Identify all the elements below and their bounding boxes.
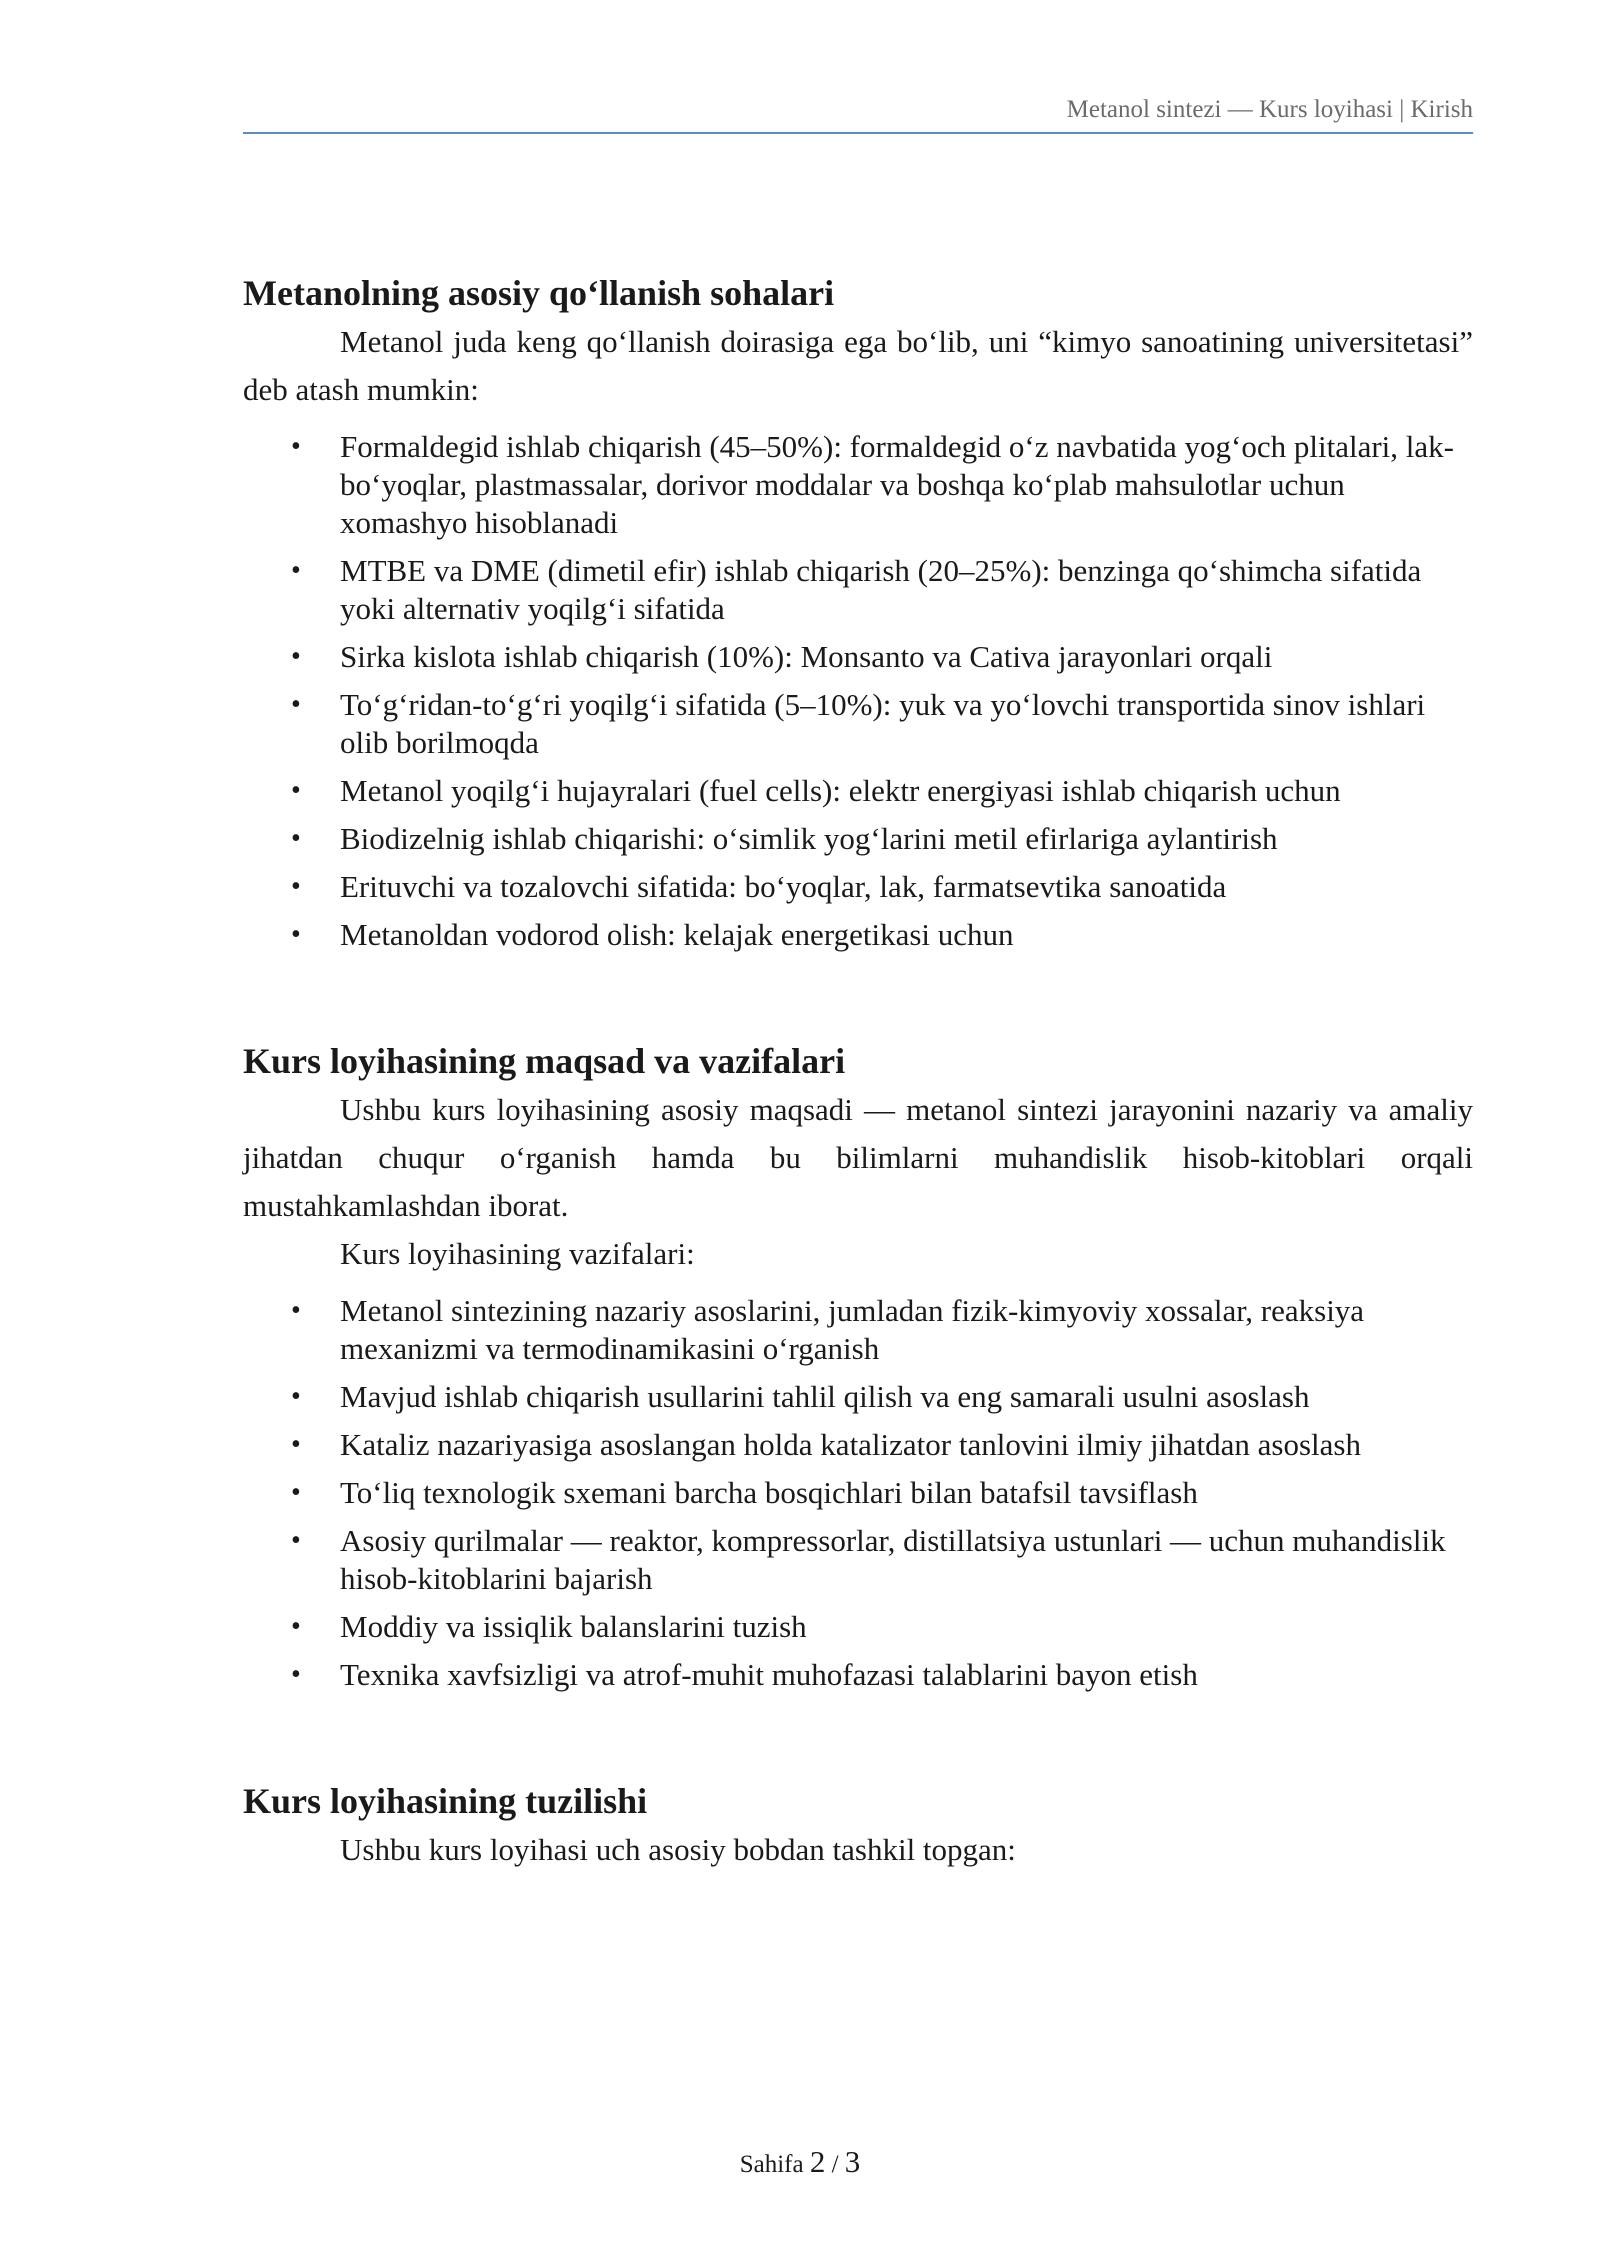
list-item-text: Mavjud ishlab chiqarish usullarini tahlil qilish va eng samarali usulni asoslash — [340, 1379, 1310, 1414]
page-number: 2 — [809, 2144, 826, 2179]
bullet-icon: • — [291, 689, 301, 720]
bullet-icon: • — [291, 1429, 301, 1460]
list-item-text: Moddiy va issiqlik balanslarini tuzish — [340, 1609, 807, 1644]
list-item-text: Metanol sintezining nazariy asoslarini, jumladan fizik-kimyoviy xossalar, reaksiya mexanizmi va termodinamikasini o‘rganish — [340, 1293, 1365, 1366]
list-item — [243, 868, 1473, 906]
bullet-icon: • — [291, 555, 301, 586]
list-item — [243, 1608, 1473, 1646]
bullet-icon: • — [291, 823, 301, 854]
list-item-text: Metanoldan vodorod olish: kelajak energetikasi uchun — [340, 917, 1014, 952]
list-item — [243, 820, 1473, 858]
list-item — [243, 1426, 1473, 1464]
page-separator: / — [831, 2151, 839, 2178]
bullet-icon: • — [291, 641, 301, 672]
section-structure — [243, 1776, 1473, 1874]
bullet-icon: • — [291, 431, 301, 462]
section-paragraph: Ushbu kurs loyihasining asosiy maqsadi — metanol sintezi jarayonini nazariy va amaliy jihatdan chuqur o‘rganish hamda bu bilimlarni muhandislik hisob-kitoblari orqali mustahkamlashdan iborat. — [243, 1092, 1473, 1223]
list-item — [243, 1292, 1473, 1368]
page-header — [243, 92, 1473, 134]
list-item — [243, 1378, 1473, 1416]
list-item-text: Metanol yoqilg‘i hujayralari (fuel cells): elektr energiyasi ishlab chiqarish uchun — [340, 773, 1341, 808]
document-body — [243, 268, 1473, 1874]
bullet-icon: • — [291, 919, 301, 950]
bullet-icon: • — [291, 1525, 301, 1556]
header-text: Metanol sintezi — Kurs loyihasi | Kirish — [1066, 96, 1473, 123]
list-item — [243, 686, 1473, 762]
list-item — [243, 916, 1473, 954]
section-title: Kurs loyihasining tuzilishi — [243, 1781, 648, 1821]
bullet-icon: • — [291, 1659, 301, 1690]
list-item-text: Kataliz nazariyasiga asoslangan holda katalizator tanlovini ilmiy jihatdan asoslash — [340, 1427, 1361, 1462]
list-item-text: Sirka kislota ishlab chiqarish (10%): Monsanto va Cativa jarayonlari orqali — [340, 639, 1273, 674]
list-item — [243, 1656, 1473, 1694]
bullet-list — [243, 428, 1473, 954]
section-paragraph: Metanol juda keng qo‘llanish doirasiga ega bo‘lib, uni “kimyo sanoatining universitetasi” deb atash mumkin: — [243, 324, 1473, 407]
bullet-icon: • — [291, 1381, 301, 1412]
section-paragraph: Ushbu kurs loyihasi uch asosiy bobdan tashkil topgan: — [340, 1832, 1016, 1867]
tasks-intro: Kurs loyihasining vazifalari: — [340, 1236, 695, 1271]
section-title: Kurs loyihasining maqsad va vazifalari — [243, 1041, 846, 1081]
section-applications — [243, 268, 1473, 954]
list-item-text: Formaldegid ishlab chiqarish (45–50%): formaldegid o‘z navbatida yog‘och plitalari, lak-bo‘yoqlar, plastmassalar, dorivor moddalar va boshqa ko‘plab mahsulotlar uchun xomashyo hisoblanadi — [340, 429, 1454, 540]
list-item-text: Biodizelnig ishlab chiqarishi: o‘simlik yog‘larini metil efirlariga aylantirish — [340, 821, 1278, 856]
bullet-icon: • — [291, 1477, 301, 1508]
list-item — [243, 428, 1473, 542]
bullet-icon: • — [291, 775, 301, 806]
page-footer — [0, 2144, 1600, 2180]
list-item-text: To‘g‘ridan-to‘g‘ri yoqilg‘i sifatida (5–10%): yuk va yo‘lovchi transportida sinov ishlari olib borilmoqda — [340, 687, 1426, 760]
list-item — [243, 1522, 1473, 1598]
bullet-icon: • — [291, 871, 301, 902]
list-item-text: To‘liq texnologik sxemani barcha bosqichlari bilan batafsil tavsiflash — [340, 1475, 1198, 1510]
list-item-text: Asosiy qurilmalar — reaktor, kompressorlar, distillatsiya ustunlari — uchun muhandislik hisob-kitoblarini bajarish — [340, 1523, 1446, 1596]
list-item — [243, 1474, 1473, 1512]
list-item — [243, 552, 1473, 628]
list-item-text: Texnika xavfsizligi va atrof-muhit muhofazasi talablarini bayon etish — [340, 1657, 1198, 1692]
bullet-icon: • — [291, 1295, 301, 1326]
list-item-text: MTBE va DME (dimetil efir) ishlab chiqarish (20–25%): benzinga qo‘shimcha sifatida yoki alternativ yoqilg‘i sifatida — [340, 553, 1422, 626]
list-item — [243, 638, 1473, 676]
section-title: Metanolning asosiy qo‘llanish sohalari — [243, 273, 835, 313]
bullet-list — [243, 1292, 1473, 1694]
bullet-icon: • — [291, 1611, 301, 1642]
page-total: 3 — [844, 2144, 861, 2179]
list-item — [243, 772, 1473, 810]
page-label: Sahifa — [739, 2151, 804, 2178]
list-item-text: Erituvchi va tozalovchi sifatida: bo‘yoqlar, lak, farmatsevtika sanoatida — [340, 869, 1227, 904]
section-goals — [243, 1036, 1473, 1694]
